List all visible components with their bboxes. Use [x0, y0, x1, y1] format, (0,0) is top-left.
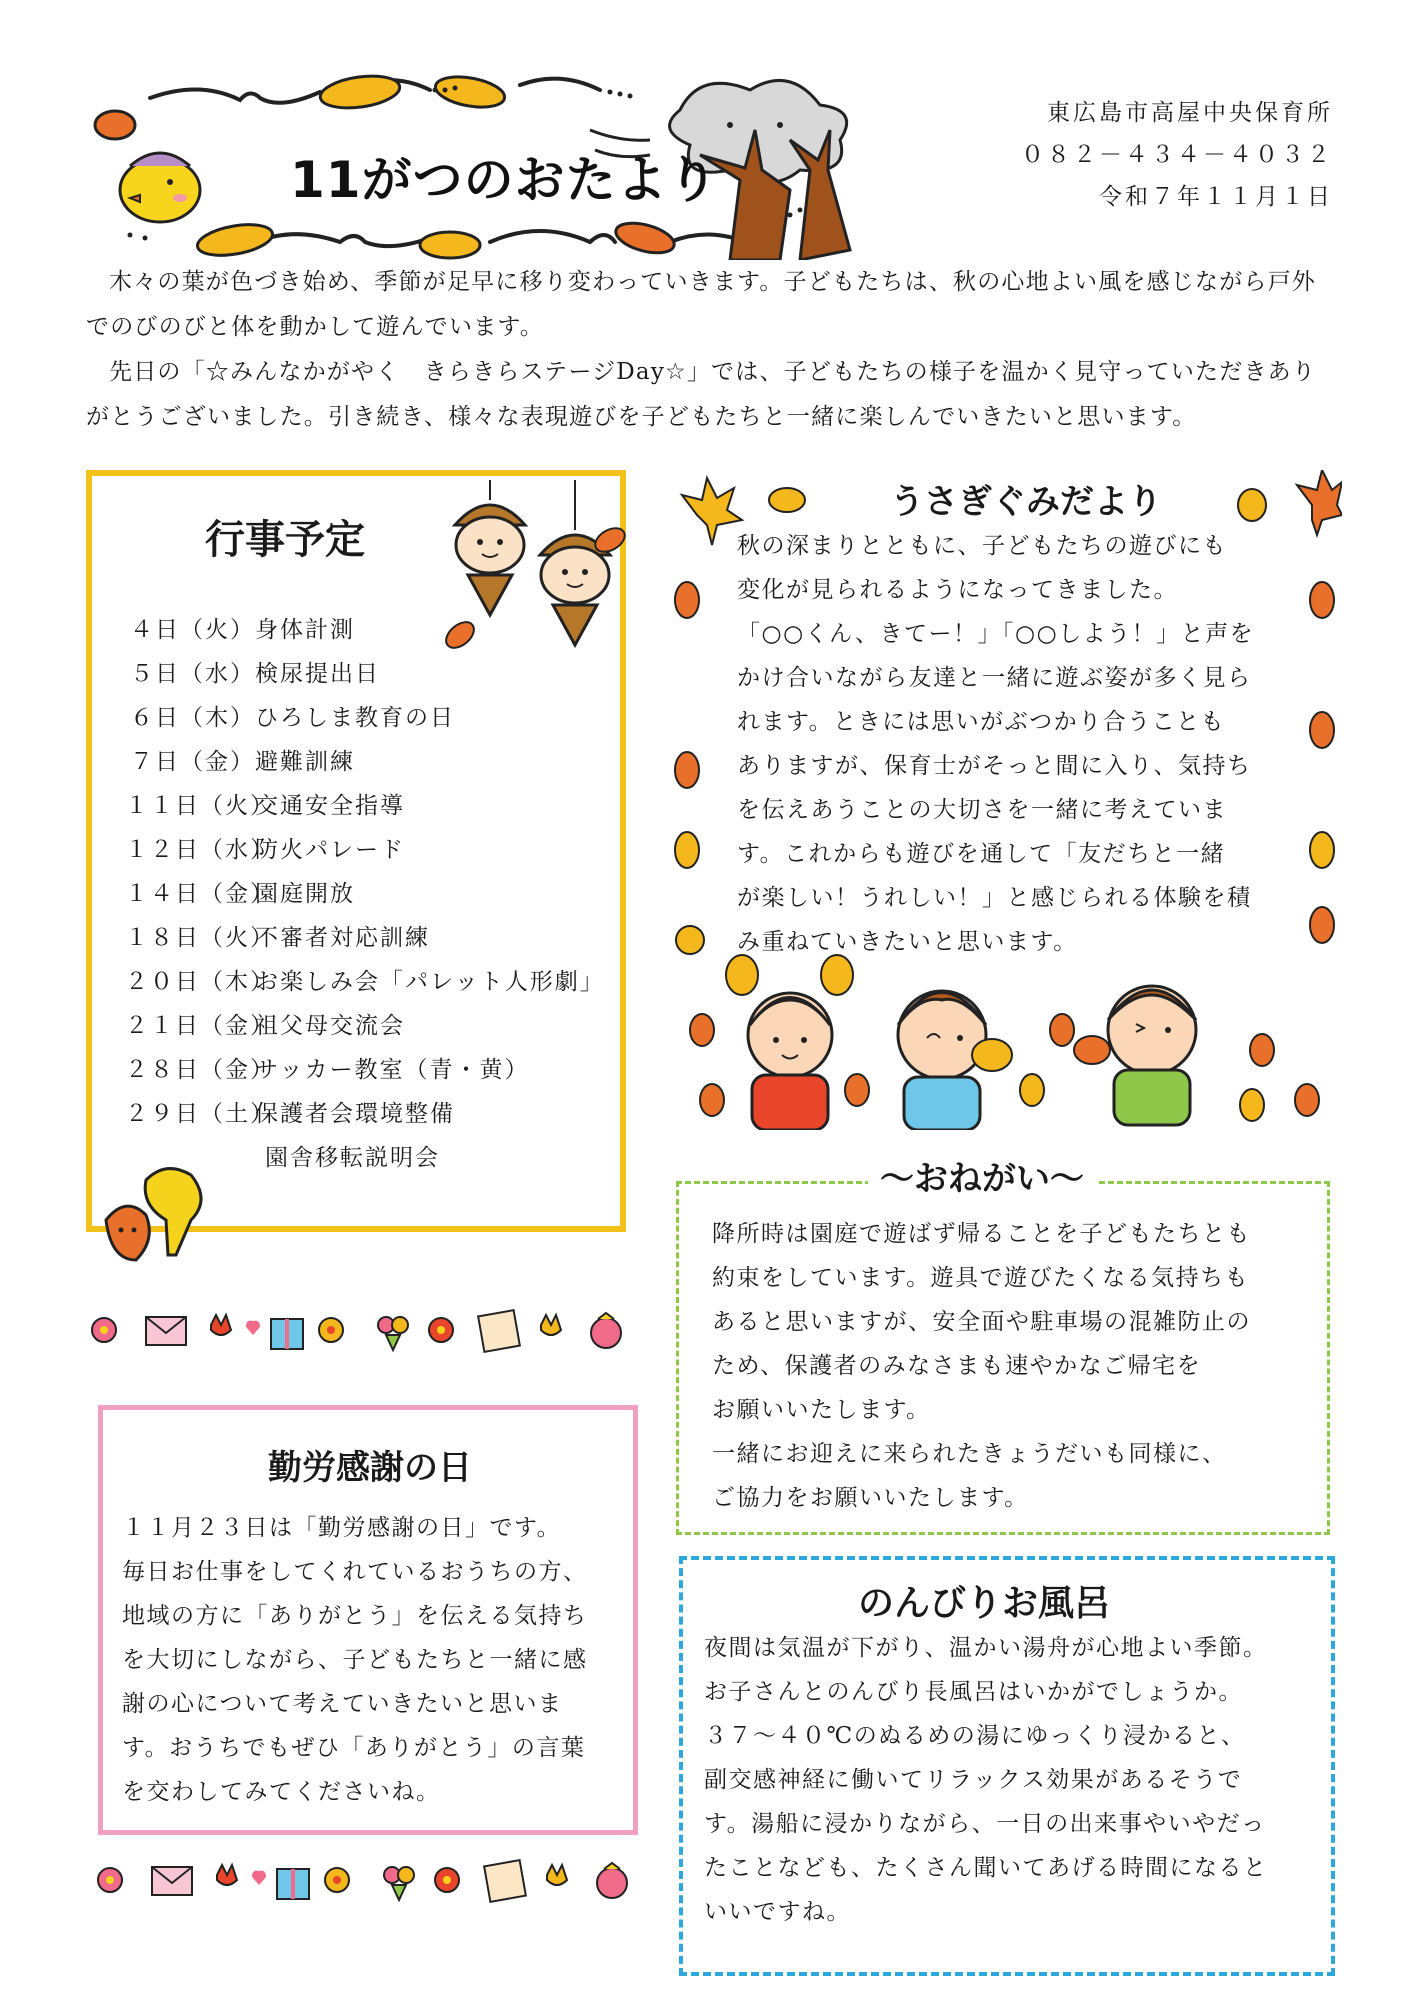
event-date: ２０日（木）	[125, 969, 275, 995]
intro-paragraph: 木々の葉が色づき始め、季節が足早に移り変わっていきます。子どもたちは、秋の心地よい風を感じながら戸外でのびのびと体を動かして遊んでいます。	[86, 269, 1317, 340]
chick-icon	[120, 153, 200, 222]
heart-icon	[246, 1321, 260, 1335]
event-date: ５日（水）	[130, 661, 255, 687]
text-line: み重ねていきたいと思います。	[737, 929, 1078, 955]
text-line: れます。ときには思いがぶつかり合うことも	[737, 709, 1226, 735]
event-name: 祖父母交流会	[255, 1013, 405, 1039]
event-name: ひろしま教育の日	[255, 705, 455, 731]
text-line: 夜間は気温が下がり、温かい湯舟が心地よい季節。	[704, 1635, 1268, 1661]
leaf-icon	[1310, 582, 1334, 618]
text-line: かけ合いながら友達と一緒に遊ぶ姿が多く見ら	[737, 665, 1252, 691]
event-item	[125, 872, 605, 916]
text-line: お子さんとのんびり長風呂はいかがでしょうか。	[704, 1679, 1243, 1705]
bouquet-icon	[384, 1867, 414, 1900]
text-line: が楽しい！うれしい！」と感じられる体験を積	[737, 885, 1252, 911]
leaf-icon	[318, 72, 401, 113]
leaf-icon	[1295, 1084, 1319, 1116]
leaf-icon	[613, 218, 678, 259]
text-line: 秋の深まりとともに、子どもたちの遊びにも	[737, 533, 1227, 559]
issue-date: 令和７年１１月１日	[1099, 184, 1333, 210]
event-item	[125, 916, 605, 960]
leaf-icon	[676, 926, 704, 954]
flower-icon	[325, 1868, 349, 1892]
child-icon	[898, 991, 1012, 1130]
event-date: ２９日（土）	[125, 1101, 275, 1127]
event-date: ２１日（金）	[125, 1013, 275, 1039]
leaf-icon	[1240, 1089, 1264, 1121]
event-date: ６日（木）	[130, 705, 255, 731]
text-line: を伝えあうことの大切さを一緒に考えていま	[737, 797, 1227, 823]
flower-border	[86, 1305, 638, 1355]
event-item	[125, 696, 605, 740]
intro-text	[86, 260, 1336, 440]
event-name: 保護者会環境整備	[255, 1101, 455, 1127]
event-date: ４日（火）	[130, 617, 255, 643]
bouquet-icon	[378, 1317, 408, 1350]
event-item	[125, 784, 605, 828]
card-icon	[484, 1860, 526, 1902]
usagi-text	[737, 524, 1297, 964]
flower-border	[92, 1855, 644, 1905]
flower-icon	[429, 1318, 453, 1342]
event-name: 園舎移転説明会	[265, 1145, 440, 1171]
furo-text	[704, 1626, 1324, 1934]
school-info	[1021, 92, 1333, 218]
school-name: 東広島市高屋中央保育所	[1047, 100, 1333, 126]
text-line: す。おうちでもぜひ「ありがとう」の言葉	[122, 1735, 586, 1761]
text-line: 毎日お仕事をしてくれているおうちの方、	[122, 1559, 588, 1585]
furo-title: のんびりお風呂	[858, 1583, 1111, 1624]
event-name: お楽しみ会「パレット人形劇」	[255, 969, 605, 995]
event-item	[125, 740, 605, 784]
gift-icon	[271, 1319, 303, 1349]
event-date: １４日（金）	[125, 881, 275, 907]
text-line: ため、保護者のみなさまも速やかなご帰宅を	[712, 1353, 1202, 1379]
text-line: ご協力をお願いいたします。	[712, 1485, 1029, 1511]
intro-paragraph: 先日の「☆みんなかがやく きらきらステージDay☆」では、子どもたちの様子を温かく見守っていただきありがとうございました。引き続き、様々な表現遊びを子どもたちと一緒に楽しんでいきたいと思います。	[86, 359, 1317, 430]
event-item	[125, 1092, 605, 1136]
acorn-icon	[455, 480, 525, 615]
text-line: を交わしてみてくださいね。	[122, 1779, 441, 1805]
text-line: す。湯船に浸かりながら、一日の出来事やいやだっ	[704, 1811, 1266, 1837]
text-line: 一緒にお迎えに来られたきょうだいも同様に、	[712, 1441, 1227, 1467]
event-date: １２日（水）	[125, 837, 275, 863]
leaf-icon	[95, 111, 135, 139]
text-line: ３７～４０℃のぬるめの湯にゆっくり浸かると、	[704, 1723, 1246, 1749]
events-list	[125, 608, 605, 1180]
heart-icon	[252, 1871, 266, 1885]
school-phone: ０８２－４３４－４０３２	[1021, 142, 1333, 168]
kinro-title: 勤労感謝の日	[268, 1448, 472, 1488]
event-item	[125, 828, 605, 872]
text-line: 変化が見られるようになってきました。	[737, 577, 1178, 603]
leaf-icon	[1310, 832, 1334, 868]
envelope-icon	[152, 1867, 192, 1895]
event-item	[125, 1004, 605, 1048]
leaf-icon	[845, 1074, 869, 1106]
text-line: １１月２３日は「勤労感謝の日」です。	[122, 1515, 562, 1541]
onegai-text	[712, 1212, 1312, 1520]
event-item	[125, 960, 605, 1004]
event-name: 不審者対応訓練	[255, 925, 430, 951]
text-line: いいですね。	[704, 1899, 851, 1925]
event-name: 交通安全指導	[255, 793, 405, 819]
leaf-icon	[1020, 1074, 1044, 1106]
flower-icon	[98, 1868, 122, 1892]
event-date: １８日（火）	[125, 925, 275, 951]
event-name: 検尿提出日	[255, 661, 380, 687]
leaf-icon	[106, 1206, 149, 1260]
tulip-icon	[547, 1865, 567, 1885]
text-line: あると思いますが、安全面や駐車場の混雑防止の	[712, 1309, 1251, 1335]
leaf-icon	[675, 832, 699, 868]
tulip-icon	[211, 1315, 231, 1335]
events-title: 行事予定	[205, 517, 365, 563]
envelope-icon	[146, 1317, 186, 1345]
leaf-icon	[1050, 1014, 1074, 1046]
leaf-icon	[690, 1014, 714, 1046]
event-name: 避難訓練	[255, 749, 355, 775]
usagi-title: うさぎぐみだより	[890, 482, 1162, 522]
text-line: 謝の心について考えていきたいと思いま	[122, 1691, 563, 1717]
gift-icon	[277, 1869, 309, 1899]
ginkgo-leaves-illustration	[96, 1160, 226, 1280]
text-line: お願いいたします。	[712, 1397, 931, 1423]
kinro-text	[122, 1506, 622, 1814]
leaf-icon	[1310, 712, 1334, 748]
maple-leaf-icon	[1297, 470, 1342, 535]
tulip-icon	[541, 1315, 561, 1335]
leaf-icon	[1238, 489, 1266, 521]
flower-icon	[319, 1318, 343, 1342]
text-line: ありますが、保育士がそっと間に入り、気持ち	[737, 753, 1252, 779]
child-icon	[1074, 986, 1196, 1125]
event-item	[125, 652, 605, 696]
onegai-title: ～おねがい～	[868, 1151, 1096, 1200]
flower-icon	[435, 1868, 459, 1892]
leaf-icon	[195, 220, 275, 260]
leaf-icon	[675, 582, 699, 618]
leaf-icon	[700, 1084, 724, 1116]
text-line: 降所時は園庭で遊ばず帰ることを子どもたちとも	[712, 1221, 1251, 1247]
leaf-icon	[420, 232, 480, 258]
bag-icon	[597, 1863, 627, 1898]
child-icon	[726, 955, 853, 1130]
flower-icon	[92, 1318, 116, 1342]
event-item	[125, 608, 605, 652]
text-line: す。これからも遊びを通して「友だちと一緒	[737, 841, 1226, 867]
event-name: 身体計測	[255, 617, 355, 643]
text-line: たことなども、たくさん聞いてあげる時間になると	[704, 1855, 1268, 1881]
leaf-icon	[675, 752, 699, 788]
text-line: 副交感神経に働いてリラックス効果があるそうで	[704, 1767, 1243, 1793]
event-item	[125, 1048, 605, 1092]
ginkgo-leaf-icon	[145, 1169, 201, 1255]
event-name: 防火パレード	[255, 837, 405, 863]
event-name: サッカー教室（青・黄）	[255, 1057, 530, 1083]
leaf-icon	[769, 488, 805, 512]
text-line: を大切にしながら、子どもたちと一緒に感	[122, 1647, 588, 1673]
maple-leaf-icon	[682, 478, 742, 545]
text-line: 地域の方に「ありがとう」を伝える気持ち	[122, 1603, 588, 1629]
event-date: １１日（火）	[125, 793, 275, 819]
page-title: 11がつのおたより	[290, 151, 719, 209]
event-name: 園庭開放	[255, 881, 355, 907]
bag-icon	[591, 1313, 621, 1348]
text-line: 「○○くん、きてー！」「○○しよう！」と声を	[737, 621, 1255, 647]
event-date: ２８日（金）	[125, 1057, 275, 1083]
text-line: 約束をしています。遊具で遊びたくなる気持ちも	[712, 1265, 1250, 1291]
event-date: ７日（金）	[130, 749, 255, 775]
tulip-icon	[217, 1865, 237, 1885]
leaf-icon	[1310, 907, 1334, 943]
leaf-icon	[1250, 1034, 1274, 1066]
card-icon	[478, 1310, 520, 1352]
